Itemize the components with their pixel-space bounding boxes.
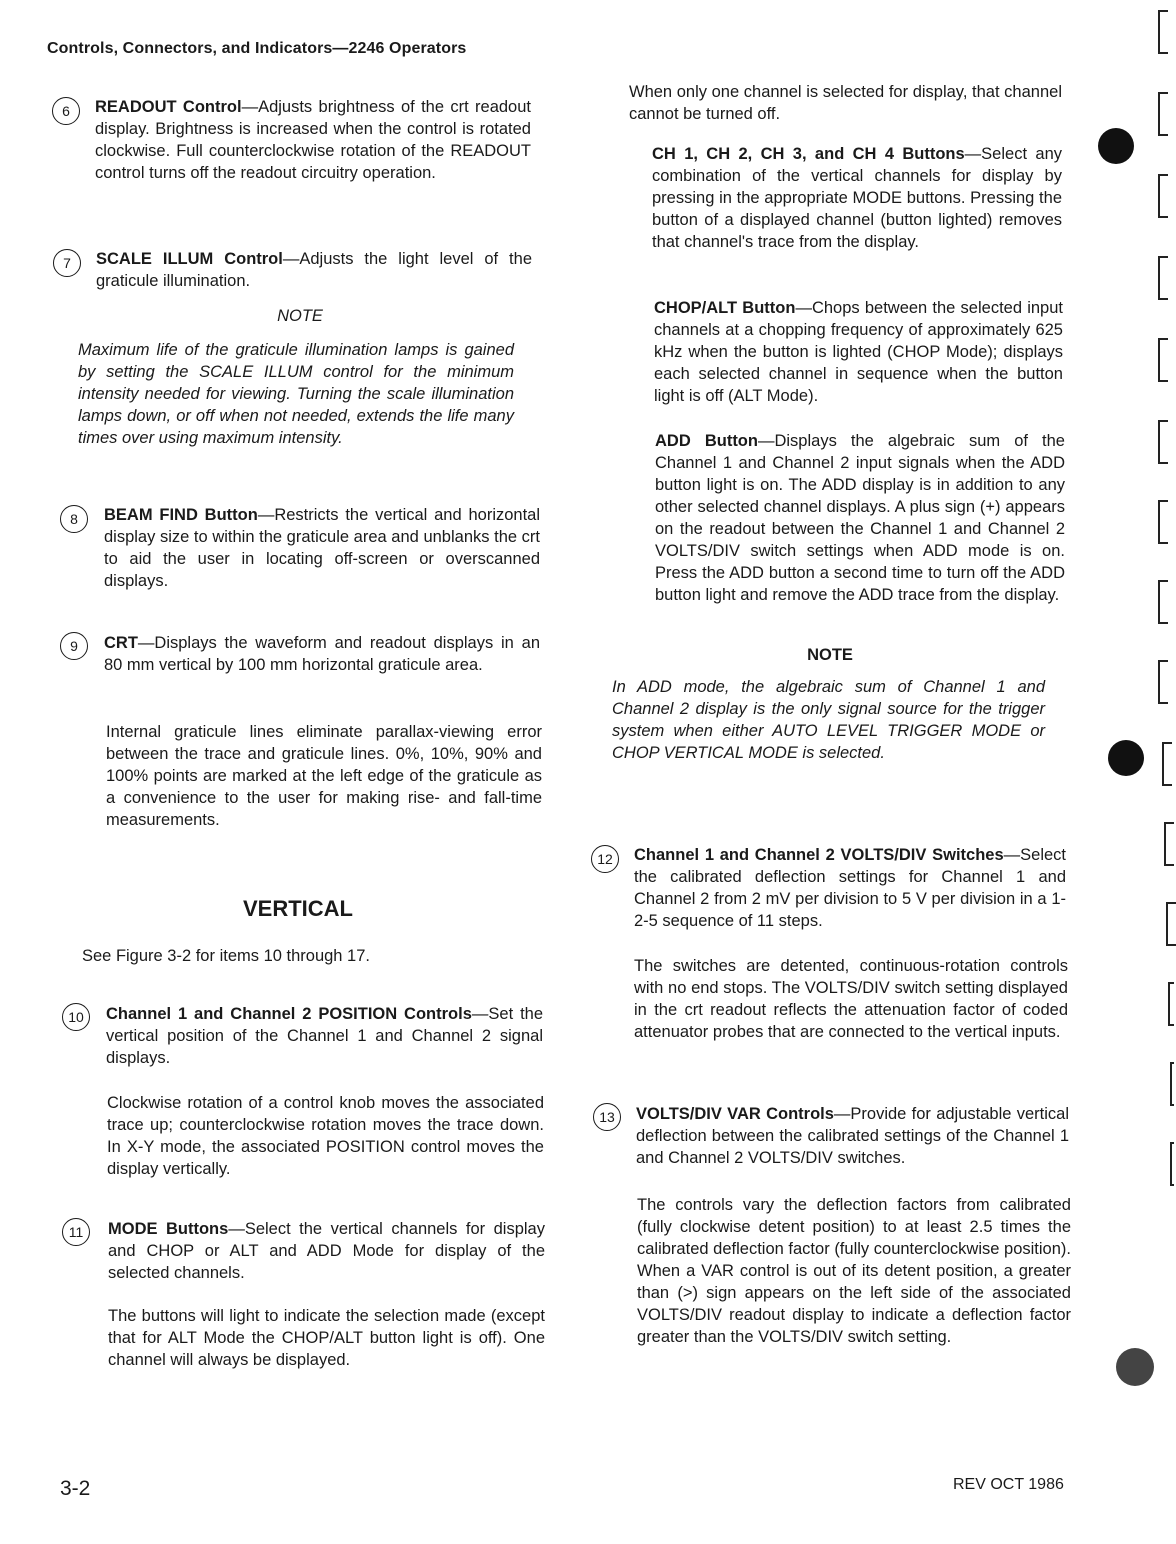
intro-paragraph: When only one channel is selected for display, that channel cannot be turned off. bbox=[629, 83, 1062, 123]
tab-bracket bbox=[1158, 174, 1168, 218]
item-title: CRT bbox=[104, 634, 138, 652]
item-chop-alt-button bbox=[654, 297, 1063, 407]
item-number-13: 13 bbox=[593, 1103, 621, 1131]
item-position-controls bbox=[106, 1003, 543, 1069]
tab-bracket bbox=[1158, 660, 1168, 704]
item-body: —Select the vertical channels for display and CHOP or ALT and ADD Mode for display of the selected channels. bbox=[108, 1220, 545, 1282]
item-title: MODE Buttons bbox=[108, 1220, 229, 1238]
item-title: CHOP/ALT Button bbox=[654, 299, 796, 317]
tab-bracket bbox=[1164, 822, 1174, 866]
item-title: ADD Button bbox=[655, 432, 758, 450]
item-body: —Select any combination of the vertical channels for display by pressing in the appropriate MODE buttons. Pressing the button of a displayed channel (button lighted) removes that channel's trace from the display. bbox=[652, 145, 1062, 251]
note-text: Maximum life of the graticule illumination lamps is gained by setting the SCALE ILLUM control for the minimum intensity needed for viewing. Turning the scale illumination lamps down, or off when not needed, extends the life many times over using maximum intensity. bbox=[78, 341, 514, 447]
item-body: —Set the vertical position of the Channel 1 and Channel 2 signal displays. bbox=[106, 1005, 544, 1067]
item-body: —Adjusts brightness of the crt readout display. Brightness is increased when the control is rotated clockwise. Full counterclockwise rotation of the READOUT control turns off the readout circuitry operation. bbox=[95, 98, 531, 182]
tab-bracket bbox=[1168, 982, 1174, 1026]
item-body: —Provide for adjustable vertical deflection between the calibrated settings of the Channel 1 and Channel 2 VOLTS/DIV switches. bbox=[636, 1105, 1069, 1167]
note-heading: NOTE bbox=[277, 307, 323, 325]
tab-bracket bbox=[1158, 500, 1168, 544]
item-number-10: 10 bbox=[62, 1003, 90, 1031]
item-title: Channel 1 and Channel 2 VOLTS/DIV Switches bbox=[634, 846, 1004, 864]
tab-bracket bbox=[1170, 1062, 1174, 1106]
tab-bracket bbox=[1170, 1142, 1174, 1186]
item-title: VOLTS/DIV VAR Controls bbox=[636, 1105, 834, 1123]
item-number-8: 8 bbox=[60, 505, 88, 533]
item-body: —Chops between the selected input channels at a chopping frequency of approximately 625 kHz when the button is lighted (CHOP Mode); displays each selected channel in sequence when the button light is off (ALT Mode). bbox=[654, 299, 1063, 405]
section-reference: See Figure 3-2 for items 10 through 17. bbox=[82, 947, 370, 965]
item-number-9: 9 bbox=[60, 632, 88, 660]
tab-bracket bbox=[1158, 338, 1168, 382]
item-title: READOUT Control bbox=[95, 98, 242, 116]
item-title: BEAM FIND Button bbox=[104, 506, 258, 524]
item-body: —Restricts the vertical and horizontal display size to within the graticule area and unblanks the crt to aid the user in locating off-screen or overscanned displays. bbox=[104, 506, 541, 590]
item-body: —Select the calibrated deflection settings for Channel 1 and Channel 2 from 2 mV per division to 5 V per division in a 1-2-5 sequence of 11 steps. bbox=[634, 846, 1066, 930]
note-text: In ADD mode, the algebraic sum of Channel 1 and Channel 2 display is the only signal source for the trigger system when either AUTO LEVEL TRIGGER MODE or CHOP VERTICAL MODE is selected. bbox=[612, 678, 1045, 762]
item-number-11: 11 bbox=[62, 1218, 90, 1246]
tab-bracket bbox=[1158, 580, 1168, 624]
binder-hole bbox=[1098, 128, 1134, 164]
mode-paragraph: The buttons will light to indicate the selection made (except that for ALT Mode the CHOP/ALT button light is off). One channel will always be displayed. bbox=[108, 1307, 545, 1369]
item-mode-buttons bbox=[108, 1218, 545, 1284]
item-volts-div-var bbox=[636, 1103, 1069, 1169]
item-title: Channel 1 and Channel 2 POSITION Controls bbox=[106, 1005, 472, 1023]
section-title: VERTICAL bbox=[243, 896, 353, 921]
item-add-button bbox=[655, 430, 1065, 606]
item-title: SCALE ILLUM Control bbox=[96, 250, 283, 268]
crt-paragraph: Internal graticule lines eliminate parallax-viewing error between the trace and graticule lines. 0%, 10%, 90% and 100% points are marked at the left edge of the graticule as a convenience to the user for making rise- and fall-time measurements. bbox=[106, 723, 542, 829]
item-beam-find-button bbox=[104, 504, 540, 592]
tab-bracket bbox=[1166, 902, 1176, 946]
page-header: Controls, Connectors, and Indicators—2246 Operators bbox=[47, 40, 467, 57]
item-number-6: 6 bbox=[52, 97, 80, 125]
binder-hole bbox=[1116, 1348, 1154, 1386]
revision-date: REV OCT 1986 bbox=[953, 1476, 1064, 1493]
item-volts-div-switches bbox=[634, 844, 1066, 932]
tab-bracket bbox=[1158, 420, 1168, 464]
item-number-7: 7 bbox=[53, 249, 81, 277]
tab-bracket bbox=[1158, 256, 1168, 300]
tab-bracket bbox=[1158, 92, 1168, 136]
tab-bracket bbox=[1162, 742, 1172, 786]
item-ch-buttons bbox=[652, 143, 1062, 253]
var-paragraph: The controls vary the deflection factors from calibrated (fully clockwise detent position) to at least 2.5 times the calibrated deflection factor (fully counterclockwise position). When a VAR control is out of its detent position, a greater than (>) sign appears on the left side of the associated VOLTS/DIV readout display to indicate a deflection factor greater than the VOLTS/DIV switch setting. bbox=[637, 1196, 1071, 1346]
item-scale-illum-control bbox=[96, 248, 532, 292]
item-body: —Displays the algebraic sum of the Channel 1 and Channel 2 input signals when the ADD button light is on. The ADD display is in addition to any other selected channel displays. A plus sign (+) appears on the readout between the Channel 1 and Channel 2 VOLTS/DIV switch settings when ADD mode is on. Press the ADD button a second time to turn off the ADD button light and remove the ADD trace from the display. bbox=[655, 432, 1065, 604]
note-heading: NOTE bbox=[807, 646, 853, 664]
page-number: 3-2 bbox=[60, 1477, 91, 1500]
item-readout-control bbox=[95, 96, 531, 184]
position-paragraph: Clockwise rotation of a control knob moves the associated trace up; counterclockwise rotation moves the trace down. In X-Y mode, the associated POSITION control moves the display vertically. bbox=[107, 1094, 544, 1178]
binder-hole bbox=[1108, 740, 1144, 776]
tab-bracket bbox=[1158, 10, 1168, 54]
item-number-12: 12 bbox=[591, 845, 619, 873]
volts-div-paragraph: The switches are detented, continuous-rotation controls with no end stops. The VOLTS/DIV switch setting displayed in the crt readout reflects the attenuation factor of coded attenuator probes that are connected to the vertical inputs. bbox=[634, 957, 1068, 1041]
item-body: —Adjusts the light level of the graticule illumination. bbox=[96, 250, 532, 290]
item-title: CH 1, CH 2, CH 3, and CH 4 Buttons bbox=[652, 145, 965, 163]
item-body: —Displays the waveform and readout displays in an 80 mm vertical by 100 mm horizontal graticule area. bbox=[104, 634, 540, 674]
item-crt bbox=[104, 632, 540, 676]
